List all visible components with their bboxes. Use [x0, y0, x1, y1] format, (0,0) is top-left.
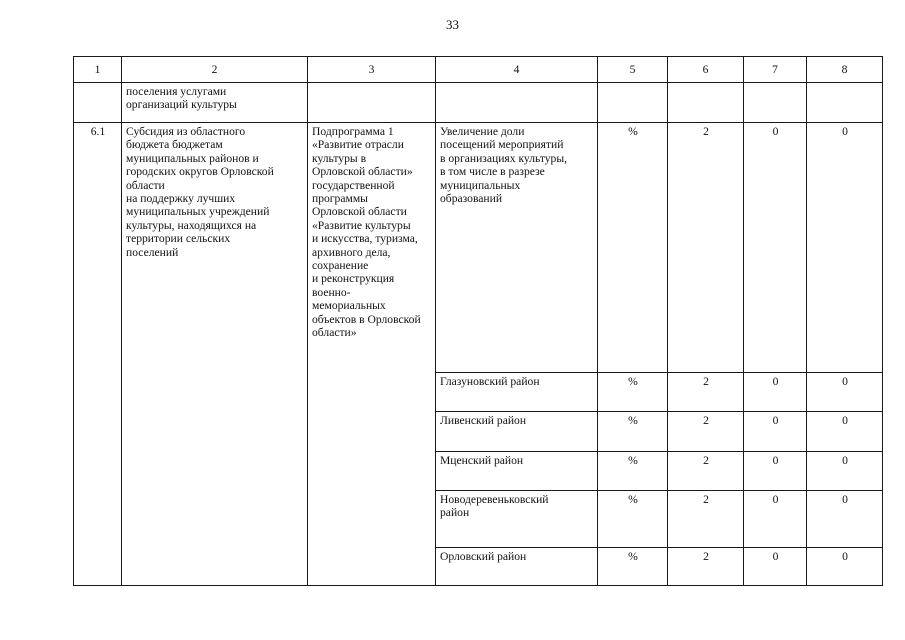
- district-name: Орловский район: [436, 548, 598, 586]
- value-col6: 2: [668, 123, 744, 373]
- value-col6: 2: [668, 452, 744, 491]
- unit-cell: %: [598, 548, 668, 586]
- value-col7: 0: [744, 491, 807, 548]
- column-number-6: 6: [668, 57, 744, 83]
- row-number: 6.1: [74, 123, 122, 586]
- unit-cell: %: [598, 452, 668, 491]
- unit-cell: %: [598, 373, 668, 412]
- column-number-5: 5: [598, 57, 668, 83]
- value-col7: 0: [744, 412, 807, 452]
- empty-cell: [74, 83, 122, 123]
- unit-cell: %: [598, 123, 668, 373]
- empty-cell: [744, 83, 807, 123]
- district-name: Ливенский район: [436, 412, 598, 452]
- empty-cell: [308, 83, 436, 123]
- value-col7: 0: [744, 452, 807, 491]
- column-number-8: 8: [807, 57, 883, 83]
- program-description: Подпрограмма 1 «Развитие отрасли культуры в Орловской области» государственной программы Орловской области «Развитие культуры и искусства, туризма, архивного дела, сохранение и реконструкция военно- мемориальных объектов в Орловской области»: [308, 123, 436, 586]
- value-col7: 0: [744, 123, 807, 373]
- value-col7: 0: [744, 548, 807, 586]
- column-number-row: [74, 57, 883, 83]
- value-col6: 2: [668, 412, 744, 452]
- empty-cell: [598, 83, 668, 123]
- district-name: Глазуновский район: [436, 373, 598, 412]
- value-col8: 0: [807, 123, 883, 373]
- column-number-2: 2: [122, 57, 308, 83]
- continuation-row: [74, 83, 883, 123]
- value-col8: 0: [807, 548, 883, 586]
- unit-cell: %: [598, 412, 668, 452]
- value-col6: 2: [668, 491, 744, 548]
- value-col7: 0: [744, 373, 807, 412]
- column-number-7: 7: [744, 57, 807, 83]
- subsidy-description: Субсидия из областного бюджета бюджетам муниципальных районов и городских округов Орловской области на поддержку лучших муниципальных учреждений культуры, находящихся на территории сельских поселений: [122, 123, 308, 586]
- column-number-3: 3: [308, 57, 436, 83]
- value-col8: 0: [807, 491, 883, 548]
- empty-cell: [668, 83, 744, 123]
- district-name: Мценский район: [436, 452, 598, 491]
- continuation-text: поселения услугами организаций культуры: [122, 83, 308, 123]
- empty-cell: [436, 83, 598, 123]
- page-number: 33: [446, 17, 459, 32]
- empty-cell: [807, 83, 883, 123]
- value-col8: 0: [807, 452, 883, 491]
- value-col6: 2: [668, 373, 744, 412]
- indicator-description: Увеличение доли посещений мероприятий в организациях культуры, в том числе в разрезе муниципальных образований: [436, 123, 598, 373]
- column-number-1: 1: [74, 57, 122, 83]
- indicators-table: [73, 56, 883, 586]
- district-name: Новодеревеньковский район: [436, 491, 598, 548]
- unit-cell: %: [598, 491, 668, 548]
- value-col8: 0: [807, 373, 883, 412]
- value-col6: 2: [668, 548, 744, 586]
- column-number-4: 4: [436, 57, 598, 83]
- main-row: [74, 123, 883, 373]
- value-col8: 0: [807, 412, 883, 452]
